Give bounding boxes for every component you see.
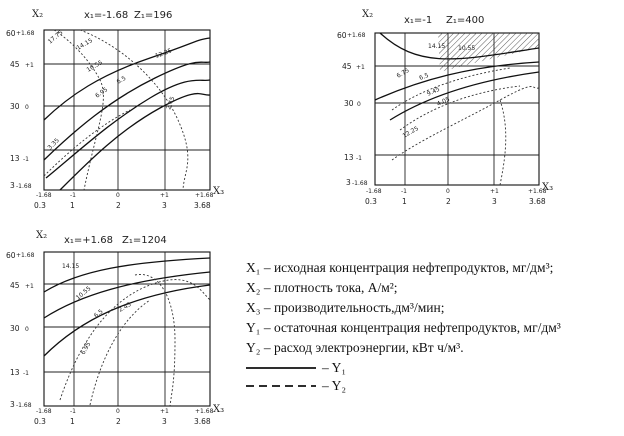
panel-1-x-ticks-coded	[36, 192, 214, 199]
y-tick-value: 45	[10, 60, 20, 69]
y-tick-code: -1.68	[16, 402, 32, 409]
legend-def-x1: X₁ – исходная концентрация нефтепродуктов, мг/дм³;	[246, 260, 554, 275]
panel-2-y-ticks	[337, 31, 368, 187]
panel-3-x1-level: x₁=+1.68	[64, 235, 113, 246]
x-tick-code: +1.68	[195, 192, 214, 199]
contour-label: 14.15	[62, 263, 80, 270]
x-tick-code: +1	[490, 188, 499, 195]
x-tick-value: 0.3	[34, 201, 46, 210]
panel-3-x-axis-name: X₃	[213, 404, 225, 415]
contour-label: 3.35	[46, 137, 61, 152]
panel-3-z-value: Z₁=1204	[122, 235, 167, 246]
panel-2-z-value: Z₁=400	[446, 15, 485, 26]
panel-3-x-ticks-coded	[36, 408, 214, 415]
legend-solid-label: – Y₁	[322, 360, 347, 375]
panel-1-x-ticks-values	[34, 201, 211, 210]
x-tick-value: 3	[492, 197, 497, 206]
panel-1-x1-level: x₁=-1.68	[84, 10, 129, 21]
y-tick-value: 3	[10, 181, 15, 190]
x-tick-code: 0	[446, 188, 450, 195]
panel-1-frame	[44, 30, 210, 190]
panel-1	[6, 9, 224, 210]
panel-1-y-axis-name: X₂	[32, 9, 44, 20]
y-tick-value: 30	[10, 102, 20, 111]
x-tick-code: -1	[70, 192, 76, 199]
legend-def-x2: X₂ – плотность тока, А/м²;	[246, 280, 398, 295]
x-tick-code: -1	[401, 188, 407, 195]
x-tick-value: 1	[70, 201, 75, 210]
x-tick-code: -1	[70, 408, 76, 415]
panel-1-contour-labels	[46, 29, 176, 151]
contour-label: 14.15	[75, 37, 94, 52]
panel-3-y-axis-name: X₂	[36, 230, 48, 241]
contour-label: 6.95	[94, 86, 110, 100]
y-tick-code: 0	[25, 104, 29, 111]
y-tick-value: 30	[344, 99, 354, 108]
y-tick-code: -1	[23, 370, 29, 377]
y-tick-code: +1.68	[16, 30, 35, 37]
x-tick-value: 0.3	[365, 197, 377, 206]
panel-3	[6, 230, 224, 426]
y-tick-code: 0	[25, 326, 29, 333]
x-tick-code: -1.68	[36, 408, 52, 415]
legend	[246, 260, 561, 393]
y-tick-code: -1	[356, 155, 362, 162]
x-tick-code: -1.68	[36, 192, 52, 199]
contour-label: 10.55	[74, 285, 93, 302]
y-tick-code: +1.68	[16, 252, 35, 259]
x-tick-code: +1	[160, 192, 169, 199]
panel-1-y-ticks	[6, 29, 35, 190]
contour-label: 14.15	[428, 43, 446, 50]
y-tick-code: -1.68	[16, 183, 32, 190]
x-tick-code: +1.68	[195, 408, 214, 415]
x-tick-code: -1.68	[366, 188, 382, 195]
x-tick-code: 0	[116, 408, 120, 415]
contour-label: 6.5	[115, 74, 128, 86]
panel-2-x-ticks-values	[365, 197, 546, 206]
contour-label: 6.95	[79, 340, 93, 356]
x-tick-value: 2	[116, 201, 121, 210]
contour-label: 17.75	[46, 29, 65, 46]
contour-label: 10.55	[85, 59, 104, 74]
x-tick-code: +1.68	[528, 188, 547, 195]
panel-1-y1-contours	[44, 38, 210, 190]
y-tick-code: +1	[356, 64, 365, 71]
contour-label: 12.25	[401, 125, 420, 140]
y-tick-value: 3	[346, 178, 351, 187]
y-tick-code: 0	[357, 101, 361, 108]
x-tick-value: 3.68	[529, 197, 546, 206]
x-tick-value: 3.68	[194, 201, 211, 210]
y-tick-value: 45	[342, 62, 352, 71]
y-tick-value: 30	[10, 324, 20, 333]
y-tick-value: 13	[10, 368, 20, 377]
y-tick-value: 13	[344, 153, 354, 162]
y-tick-code: +1.68	[347, 32, 366, 39]
contour-label: 2.45	[117, 300, 133, 314]
x-tick-value: 2	[446, 197, 451, 206]
panel-2-x-ticks-coded	[366, 188, 547, 195]
contour-label: 12.25	[154, 47, 173, 60]
panel-2	[337, 9, 553, 206]
x-tick-code: 0	[116, 192, 120, 199]
y-tick-code: +1	[25, 62, 34, 69]
x-tick-value: 3.68	[194, 417, 211, 426]
contour-label: 10.55	[458, 45, 476, 52]
y-tick-value: 45	[10, 281, 20, 290]
y-tick-code: +1	[25, 283, 34, 290]
y-tick-code: -1.68	[352, 180, 368, 187]
panel-1-x-axis-name: X₃	[213, 186, 225, 197]
panel-3-x-ticks-values	[34, 417, 211, 426]
contour-label: 6.75	[395, 66, 411, 80]
y-tick-code: -1	[23, 156, 29, 163]
x-tick-value: 3	[162, 417, 167, 426]
contour-label: 6.5	[92, 308, 105, 320]
y-tick-value: 60	[6, 251, 16, 260]
contour-label: 2.45	[165, 95, 177, 111]
x-tick-value: 2	[116, 417, 121, 426]
legend-def-x3: X₃ – производительность,дм³/мин;	[246, 300, 445, 315]
y-tick-value: 60	[6, 29, 16, 38]
x-tick-value: 1	[70, 417, 75, 426]
panel-2-x-axis-name: X₃	[542, 182, 554, 193]
y-tick-value: 13	[10, 154, 20, 163]
panel-2-y-axis-name: X₂	[362, 9, 374, 20]
panel-3-contour-labels	[62, 263, 133, 356]
legend-def-y2: Y₂ – расход электроэнергии, кВт ч/м³.	[246, 340, 464, 355]
x-tick-code: +1	[160, 408, 169, 415]
contour-label: 6.5	[418, 72, 430, 82]
x-tick-value: 0.3	[34, 417, 46, 426]
panel-2-x1-level: x₁=-1	[404, 15, 433, 26]
panel-3-y-ticks	[6, 251, 35, 409]
x-tick-value: 1	[402, 197, 407, 206]
contour-label: 4.05	[435, 95, 451, 108]
y-tick-value: 60	[337, 31, 347, 40]
legend-dashed-label: – Y₂	[322, 378, 347, 393]
y-tick-value: 3	[10, 400, 15, 409]
contour-label: 9.45	[425, 85, 441, 98]
panel-1-z-value: Z₁=196	[134, 10, 173, 21]
panel-1-grid	[44, 30, 210, 190]
legend-def-y1: Y₁ – остаточная концентрация нефтепродуктов, мг/дм³	[246, 320, 561, 335]
x-tick-value: 3	[162, 201, 167, 210]
